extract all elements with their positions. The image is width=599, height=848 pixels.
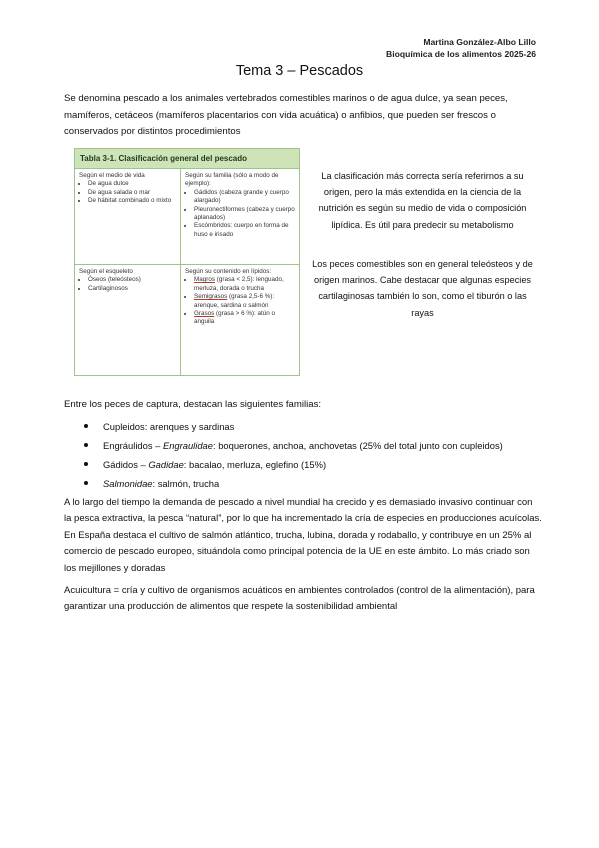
cell-heading: Según el medio de vida	[79, 172, 145, 179]
family-text: Cupleidos: arenques y sardinas	[103, 421, 235, 432]
list-item: • De agua dulce	[88, 180, 176, 188]
side-note-classification: La clasificación más correcta sería referirnos a su origen, pero la más extendida en la ciencia de la nutrición es según su medio de vida o composición lipídica. Es útil para predecir su metabolismo	[318, 171, 527, 230]
list-item: • Óseos (teleósteos)	[88, 276, 176, 284]
family-text: Gádidos –	[103, 459, 149, 470]
intro-paragraph: Se denomina pescado a los animales vertebrados comestibles marinos o de agua dulce, ya sean peces, mamíferos, cetáceos (mamíferos placentarios con vida acuática) o anfibios, que pueden ser frescos o conservados por distintos procedimientos	[64, 93, 508, 137]
cell-heading: Según su familia (sólo a modo de ejemplo):	[185, 172, 279, 188]
author-name: Martina González-Albo Lillo	[423, 37, 536, 47]
cell-heading: Según el esqueleto	[79, 268, 133, 275]
bullet-icon	[84, 481, 88, 485]
families-list	[84, 417, 544, 493]
list-item	[84, 455, 544, 474]
list-item	[84, 417, 544, 436]
aquaculture-demand-paragraph: A lo largo del tiempo la demanda de pescado a nivel mundial ha crecido y es demasiado invasivo continuar con la pesca extractiva, la pesca “natural”, por lo que ha incrementado la cría de especies en producciones acuícolas. En España destaca el cultivo de salmón atlántico, trucha, lubina, dorada y rodaballo, y contribuye en un 25% al comercio de pescado europeo, situándola como principal potencia de la UE en este ámbito. Lo más criado son los mejillones y doradas	[64, 497, 542, 574]
family-latin-name: Salmonidae	[103, 478, 153, 489]
cell-heading: Según su contenido en lípidos:	[185, 268, 272, 275]
lipid-detail: (grasa < 2,5): lenguado, merluza, dorada o trucha	[194, 276, 284, 292]
lipid-term: Grasos	[194, 310, 215, 318]
table-title: Tabla 3-1. Clasificación general del pescado	[75, 149, 299, 169]
lipid-term: Magros	[194, 276, 215, 284]
lipid-term: Semigrasos	[194, 293, 228, 301]
classification-table	[74, 148, 300, 376]
list-item: • Cartilaginosos	[88, 285, 176, 293]
side-note-teleosteos: Los peces comestibles son en general teleósteos y de origen marinos. Cabe destacar que algunas especies cartilaginosas también lo son, como el tiburón o las rayas	[312, 259, 533, 318]
page-title: Tema 3 – Pescados	[235, 63, 364, 79]
bullet-icon	[84, 462, 88, 466]
family-text: Engráulidos –	[103, 440, 163, 451]
family-latin-name: Engraulidae	[162, 440, 213, 451]
lipid-detail: (grasa > 6 %): atún o anguila	[194, 310, 276, 326]
table-cell-familia	[181, 169, 299, 265]
bullet-icon	[84, 424, 88, 428]
list-item: • Pleuronectiformes (cabeza y cuerpo aplanados)	[194, 206, 295, 223]
family-latin-name: Gadidae	[148, 459, 184, 470]
table-cell-esqueleto	[75, 265, 181, 376]
list-item	[84, 436, 544, 455]
family-detail: : bacalao, merluza, eglefino (15%)	[183, 459, 327, 470]
family-detail: : salmón, trucha	[152, 478, 220, 489]
family-detail: : boquerones, anchoa, anchovetas (25% del total junto con cupleidos)	[212, 440, 503, 451]
list-item: • De hábitat combinado o mixto	[88, 197, 176, 205]
page-header	[386, 36, 536, 60]
bullet-icon	[84, 443, 88, 447]
list-item	[194, 276, 295, 293]
list-item	[194, 293, 295, 310]
list-item: • Gádidos (cabeza grande y cuerpo alargado)	[194, 189, 295, 206]
list-item: • De agua salada o mar	[88, 189, 176, 197]
table-cell-lipidos	[181, 265, 299, 376]
list-item	[84, 474, 544, 493]
table-cell-medio-de-vida	[75, 169, 181, 265]
list-item: • Escómbridos: cuerpo en forma de huso e irisado	[194, 222, 295, 239]
aquaculture-definition-paragraph: Acuicultura = cría y cultivo de organismos acuáticos en ambientes controlados (control de la alimentación), para garantizar una producción de alimentos que respete la sostenibilidad ambiental	[64, 585, 535, 613]
list-item	[194, 310, 295, 327]
course-name: Bioquímica de los alimentos 2025-26	[386, 49, 536, 59]
lipid-detail: (grasa 2,5-6 %): arenque, sardina o salmón	[194, 293, 275, 309]
families-intro: Entre los peces de captura, destacan las siguientes familias:	[64, 399, 322, 410]
